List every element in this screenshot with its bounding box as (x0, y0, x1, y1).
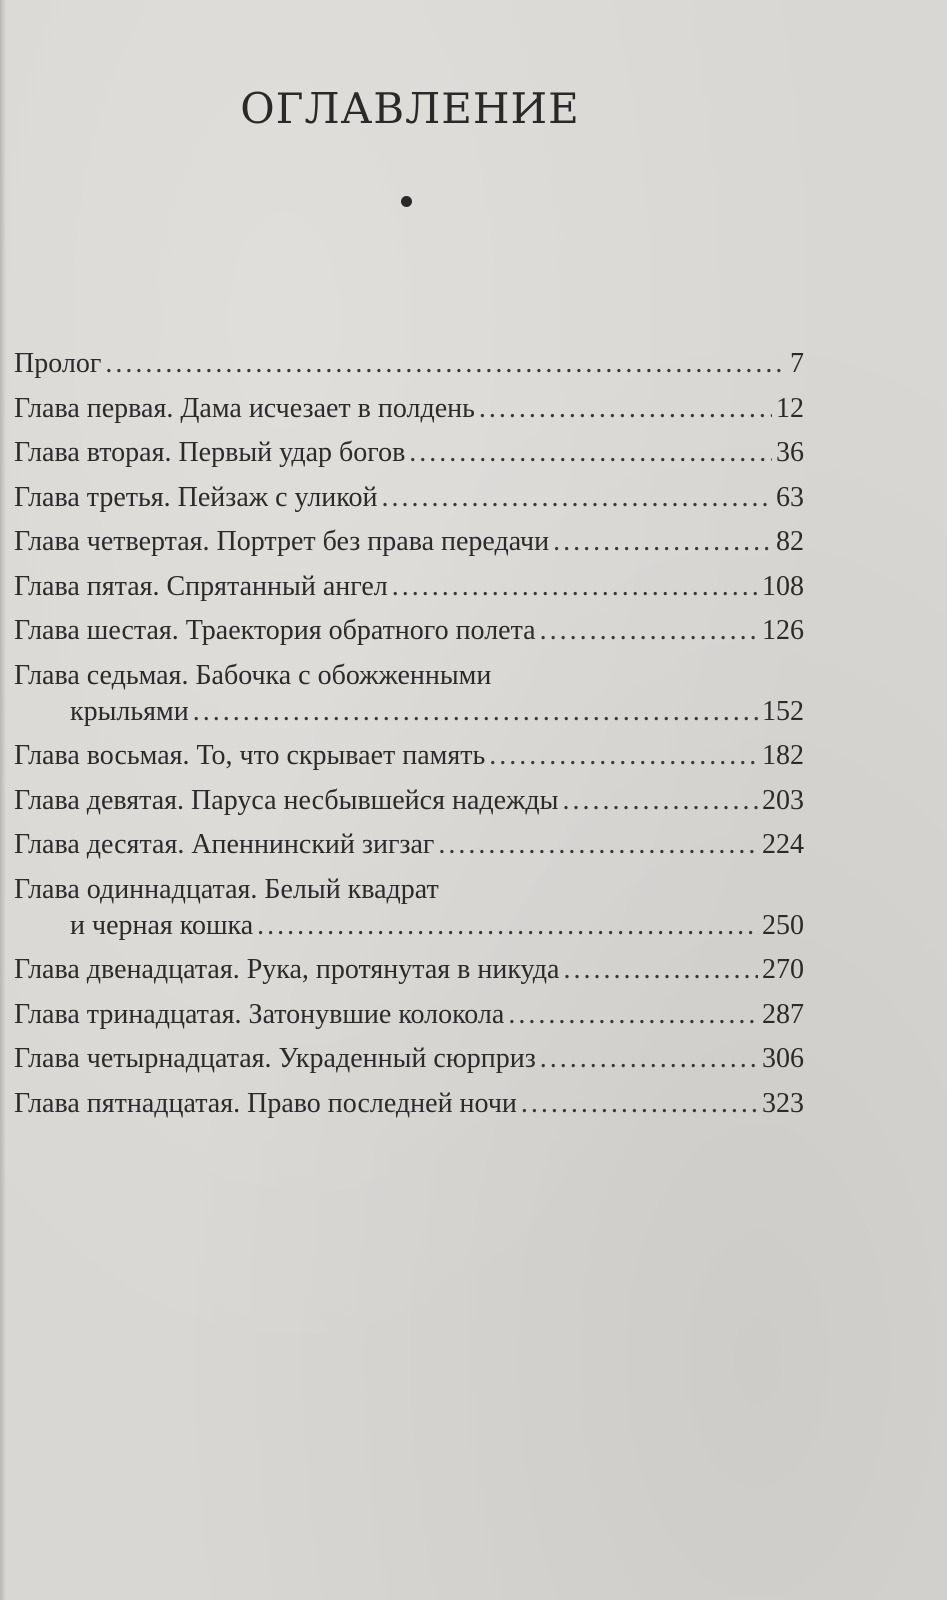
toc-entry[interactable] (14, 658, 804, 730)
toc-entry-label: Глава десятая. Апеннинский зигзаг (14, 829, 435, 860)
page-edge-shadow (0, 0, 6, 1600)
toc-page-number: 224 (762, 829, 804, 860)
leader-dots (489, 738, 758, 774)
toc-entry[interactable] (14, 952, 804, 988)
toc-page-number: 12 (776, 392, 804, 424)
toc-entry-label: Глава седьмая. Бабочка с обожженными (14, 659, 492, 691)
toc-entry[interactable] (14, 872, 804, 944)
toc-entry-label: Глава шестая. Траектория обратного полета (14, 615, 536, 646)
toc-entry-label: Глава пятая. Спрятанный ангел (14, 570, 388, 602)
toc-entry[interactable] (14, 435, 804, 471)
toc-page-number: 203 (762, 784, 804, 816)
toc-page-number: 250 (762, 909, 804, 941)
leader-dots (540, 613, 758, 649)
toc-entry[interactable] (14, 613, 804, 649)
toc-entry-label: Глава вторая. Первый удар богов (14, 437, 406, 468)
toc-page-number: 108 (762, 570, 804, 602)
toc-entry-label: Глава девятая. Паруса несбывшейся надежды (14, 784, 559, 816)
toc-page-number: 7 (790, 348, 804, 379)
toc-page-number: 306 (762, 1043, 804, 1074)
leader-dots (521, 1086, 758, 1122)
toc-page-number: 82 (776, 526, 804, 557)
toc-entry-label-continued: крыльями (70, 695, 189, 727)
toc-entry-label: Глава первая. Дама исчезает в полдень (14, 392, 475, 424)
toc-entry[interactable] (14, 997, 804, 1033)
toc-entry[interactable] (14, 827, 804, 863)
toc-entry[interactable] (14, 783, 804, 819)
page-title: ОГЛАВЛЕНИЕ (240, 84, 580, 133)
toc-entry[interactable] (14, 524, 804, 560)
leader-dots (508, 997, 758, 1033)
leader-dots (562, 783, 758, 819)
table-of-contents (14, 346, 804, 1130)
toc-entry-label: Глава тринадцатая. Затонувшие колокола (14, 998, 505, 1030)
leader-dots (553, 524, 772, 560)
leader-dots (540, 1041, 758, 1077)
toc-entry[interactable] (14, 738, 804, 774)
leader-dots (105, 346, 786, 382)
toc-entry[interactable] (14, 480, 804, 516)
toc-page-number: 126 (762, 615, 804, 646)
toc-entry[interactable] (14, 346, 804, 382)
toc-entry[interactable] (14, 1041, 804, 1077)
toc-entry-label: Глава восьмая. То, что скрывает память (14, 740, 486, 771)
toc-entry-label: Глава одиннадцатая. Белый квадрат (14, 873, 439, 905)
leader-dots (257, 908, 758, 944)
leader-dots (381, 480, 772, 516)
leader-dots (193, 694, 758, 730)
toc-entry-label: Пролог (14, 348, 102, 379)
toc-entry-label: Глава двенадцатая. Рука, протянутая в никуда (14, 954, 560, 985)
toc-entry-label-continued: и черная кошка (70, 909, 254, 941)
toc-page-number: 36 (776, 437, 804, 468)
toc-entry-label: Глава третья. Пейзаж с уликой (14, 481, 378, 513)
toc-page-number: 270 (762, 954, 804, 985)
toc-entry[interactable] (14, 569, 804, 605)
toc-page-number: 182 (762, 740, 804, 771)
toc-entry[interactable] (14, 391, 804, 427)
toc-entry-label: Глава четвертая. Портрет без права передачи (14, 526, 550, 557)
toc-page-number: 287 (762, 998, 804, 1030)
toc-page-number: 63 (776, 481, 804, 513)
toc-entry[interactable] (14, 1086, 804, 1122)
toc-entry-label: Глава четырнадцатая. Украденный сюрприз (14, 1043, 536, 1074)
leader-dots (438, 827, 758, 863)
toc-page-number: 323 (762, 1087, 804, 1119)
toc-entry-label: Глава пятнадцатая. Право последней ночи (14, 1087, 517, 1119)
leader-dots (563, 952, 758, 988)
bullet-ornament (401, 196, 412, 207)
leader-dots (409, 435, 772, 471)
leader-dots (479, 391, 772, 427)
leader-dots (392, 569, 758, 605)
toc-page-number: 152 (762, 695, 804, 727)
